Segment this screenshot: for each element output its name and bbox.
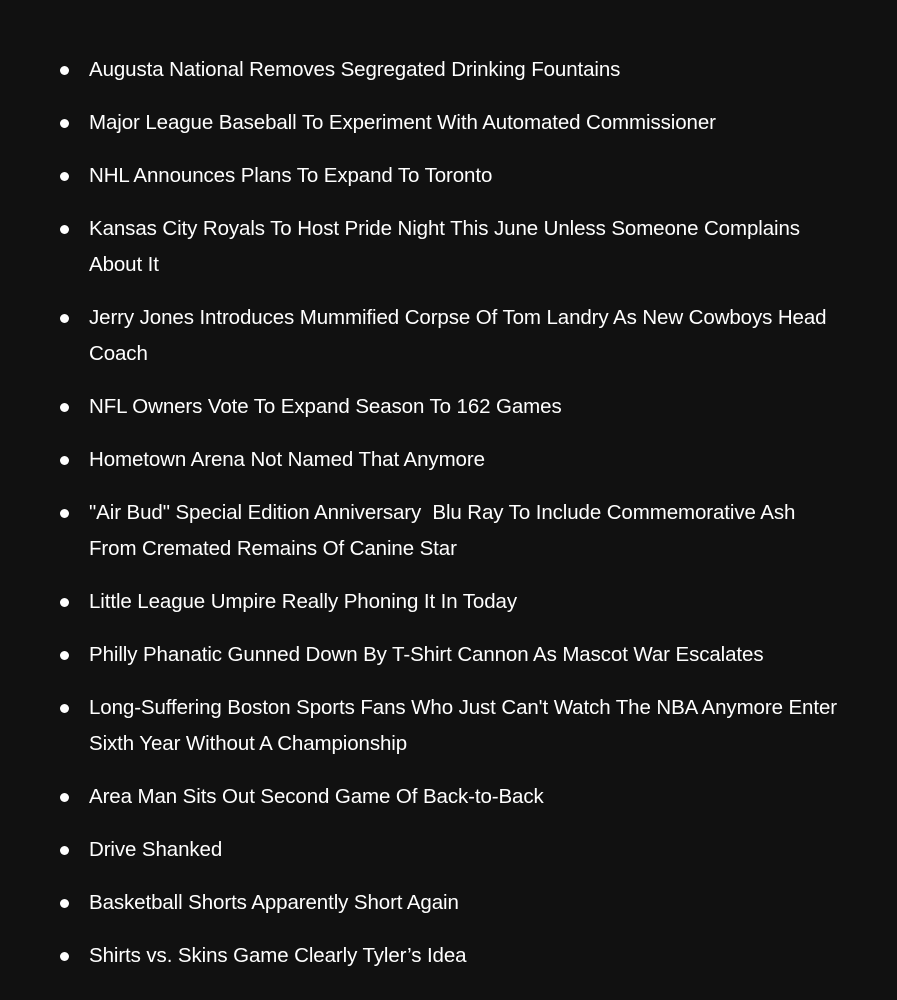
list-item (0, 938, 897, 974)
bullet-icon (60, 225, 69, 234)
bullet-icon (60, 952, 69, 961)
list-item (0, 584, 897, 620)
headline-link[interactable]: Hometown Arena Not Named That Anymore (89, 448, 485, 471)
bullet-icon (60, 704, 69, 713)
headline-link[interactable]: Kansas City Royals To Host Pride Night This June Unless Someone Complains About It (89, 217, 805, 276)
headline-link[interactable]: NFL Owners Vote To Expand Season To 162 Games (89, 395, 562, 418)
headline-link[interactable]: "Air Bud" Special Edition Anniversary Blu Ray To Include Commemorative Ash From Cremated Remains Of Canine Star (89, 501, 801, 560)
bullet-icon (60, 651, 69, 660)
list-item (0, 832, 897, 868)
headline-link[interactable]: Drive Shanked (89, 838, 223, 861)
headline-link[interactable]: Basketball Shorts Apparently Short Again (89, 891, 459, 914)
list-item (0, 637, 897, 673)
list-item (0, 885, 897, 921)
list-item (0, 389, 897, 425)
headline-link[interactable]: Little League Umpire Really Phoning It In Today (89, 590, 517, 613)
headline-link[interactable]: NHL Announces Plans To Expand To Toronto (89, 164, 493, 187)
bullet-icon (60, 66, 69, 75)
bullet-icon (60, 899, 69, 908)
list-item (0, 495, 897, 567)
bullet-icon (60, 846, 69, 855)
headline-list (0, 52, 897, 991)
headline-link[interactable]: Long-Suffering Boston Sports Fans Who Just Can't Watch The NBA Anymore Enter Sixth Year Without A Championship (89, 696, 843, 755)
list-item (0, 158, 897, 194)
bullet-icon (60, 314, 69, 323)
bullet-icon (60, 793, 69, 802)
bullet-icon (60, 119, 69, 128)
headline-link[interactable]: Area Man Sits Out Second Game Of Back-to-Back (89, 785, 544, 808)
list-item (0, 105, 897, 141)
list-item (0, 779, 897, 815)
list-item (0, 211, 897, 283)
bullet-icon (60, 403, 69, 412)
bullet-icon (60, 598, 69, 607)
bullet-icon (60, 172, 69, 181)
headline-link[interactable]: Augusta National Removes Segregated Drinking Fountains (89, 58, 621, 81)
headline-link[interactable]: Shirts vs. Skins Game Clearly Tyler’s Idea (89, 944, 467, 967)
headline-link[interactable]: Major League Baseball To Experiment With Automated Commissioner (89, 111, 716, 134)
bullet-icon (60, 456, 69, 465)
headline-link[interactable]: Jerry Jones Introduces Mummified Corpse Of Tom Landry As New Cowboys Head Coach (89, 306, 833, 365)
headline-link[interactable]: Philly Phanatic Gunned Down By T-Shirt Cannon As Mascot War Escalates (89, 643, 764, 666)
list-item (0, 300, 897, 372)
bullet-icon (60, 509, 69, 518)
list-item (0, 442, 897, 478)
list-item (0, 52, 897, 88)
list-item (0, 690, 897, 762)
